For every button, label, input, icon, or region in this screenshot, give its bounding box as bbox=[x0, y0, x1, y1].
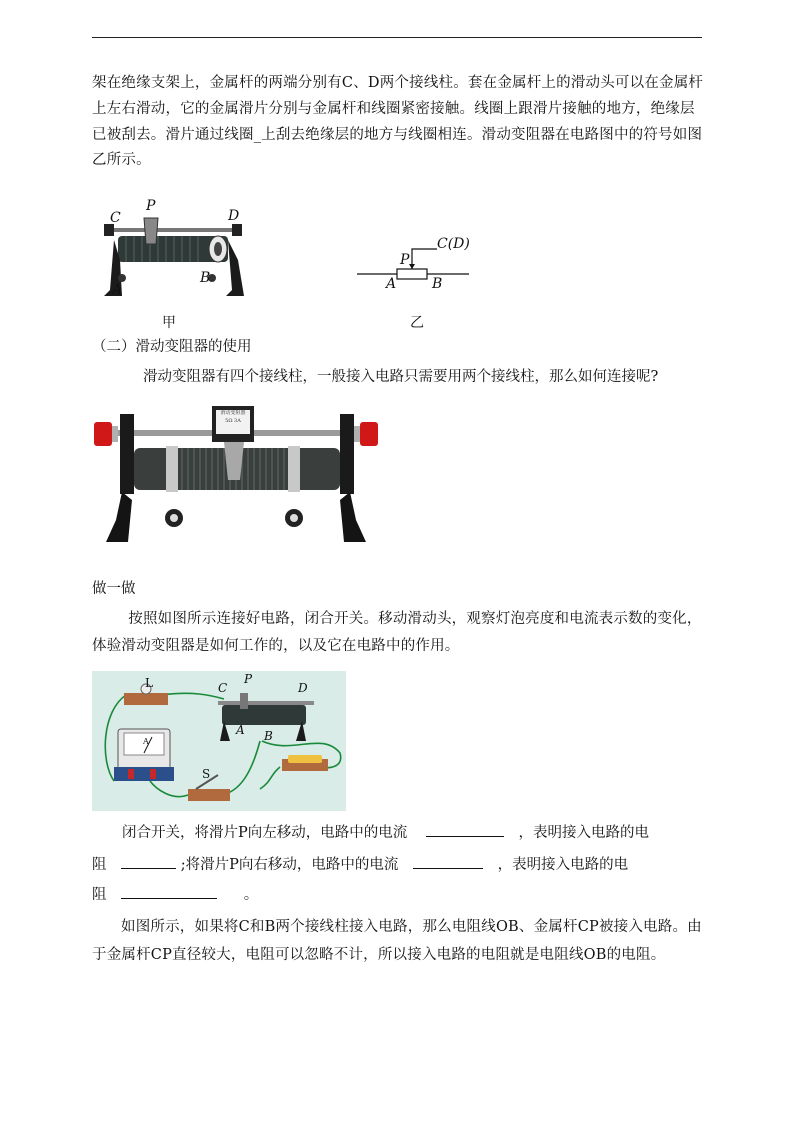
blank-line-3-text-b: 。 bbox=[243, 887, 259, 903]
nameplate-line1: 滑动变阻器 bbox=[220, 410, 246, 416]
yi-label-cd: C(D) bbox=[437, 236, 470, 252]
blank-current-right[interactable] bbox=[413, 854, 483, 869]
yi-label-p: P bbox=[400, 252, 410, 268]
usage-question: 滑动变阻器有四个接线柱，一般接入电路只需要用两个接线柱，那么如何连接呢? bbox=[143, 369, 659, 385]
ammeter-unit: A bbox=[143, 737, 149, 746]
jia-caption: 甲 bbox=[162, 315, 176, 331]
nameplate-line2: 5Ω 3A bbox=[225, 418, 241, 424]
yi-caption: 乙 bbox=[410, 315, 424, 331]
jia-label-c: C bbox=[110, 210, 121, 226]
blank-line-1 bbox=[122, 822, 649, 843]
section-heading: （二）滑动变阻器的使用 bbox=[92, 339, 252, 355]
blank-line-2-text-a: 阻 bbox=[92, 857, 107, 873]
blank-line-2-text-c: ，表明接入电路的电 bbox=[497, 857, 629, 873]
activity-heading: 做一做 bbox=[92, 581, 136, 597]
jia-label-a: A bbox=[112, 282, 123, 298]
circuit-label-d: D bbox=[298, 681, 308, 695]
intro-paragraph: 架在绝缘支架上，金属杆的两端分别有C、D两个接线柱。套在金属杆上的滑动头可以在金属杆上左右滑动，它的金属滑片分别与金属杆和线圈紧密接触。线圈上跟滑片接触的地方，绝缘层已被刮去。滑片通过线圈_上刮去绝缘层的地方与线圈相连。滑动变阻器在电路图中的符号如图乙所示。 bbox=[92, 75, 704, 169]
header-rule bbox=[92, 37, 702, 38]
explanation-paragraph: 如图所示，如果将C和B两个接线柱接入电路，那么电阻线OB、金属杆CP被接入电路。由于金属杆CP直径较大，电阻可以忽略不计，所以接入电路的电阻就是电阻线OB的电阻。 bbox=[92, 919, 702, 963]
blank-line-1-text-b: ，表明接入电路的电 bbox=[518, 825, 649, 841]
blank-line-2-text-b: ;将滑片P向右移动，电路中的电流 bbox=[180, 857, 399, 873]
activity-text: 按照如图所示连接好电路，闭合开关。移动滑动头，观察灯泡亮度和电流表示数的变化，体验滑动变阻器是如何工作的，以及它在电路中的作用。 bbox=[92, 611, 702, 654]
blank-resistance-right[interactable] bbox=[121, 884, 217, 899]
circuit-label-s: S bbox=[202, 767, 211, 781]
blank-current-left[interactable] bbox=[426, 822, 504, 837]
circuit-label-a: A bbox=[236, 723, 245, 737]
blank-resistance-left[interactable] bbox=[121, 854, 176, 869]
yi-label-a: A bbox=[386, 276, 397, 292]
blank-line-1-text-a: 闭合开关，将滑片P向左移动，电路中的电流 bbox=[122, 825, 408, 841]
jia-label-b: B bbox=[200, 270, 211, 286]
jia-label-p: P bbox=[146, 198, 156, 214]
blank-line-3-text-a: 阻 bbox=[92, 887, 107, 903]
circuit-label-c: C bbox=[218, 681, 228, 695]
blank-line-3 bbox=[92, 884, 258, 905]
circuit-label-p: P bbox=[244, 672, 253, 686]
yi-label-b: B bbox=[432, 276, 443, 292]
circuit-label-b: B bbox=[264, 729, 273, 743]
circuit-label-l: L bbox=[145, 676, 153, 690]
blank-line-2 bbox=[92, 854, 628, 875]
jia-label-d: D bbox=[228, 208, 240, 224]
